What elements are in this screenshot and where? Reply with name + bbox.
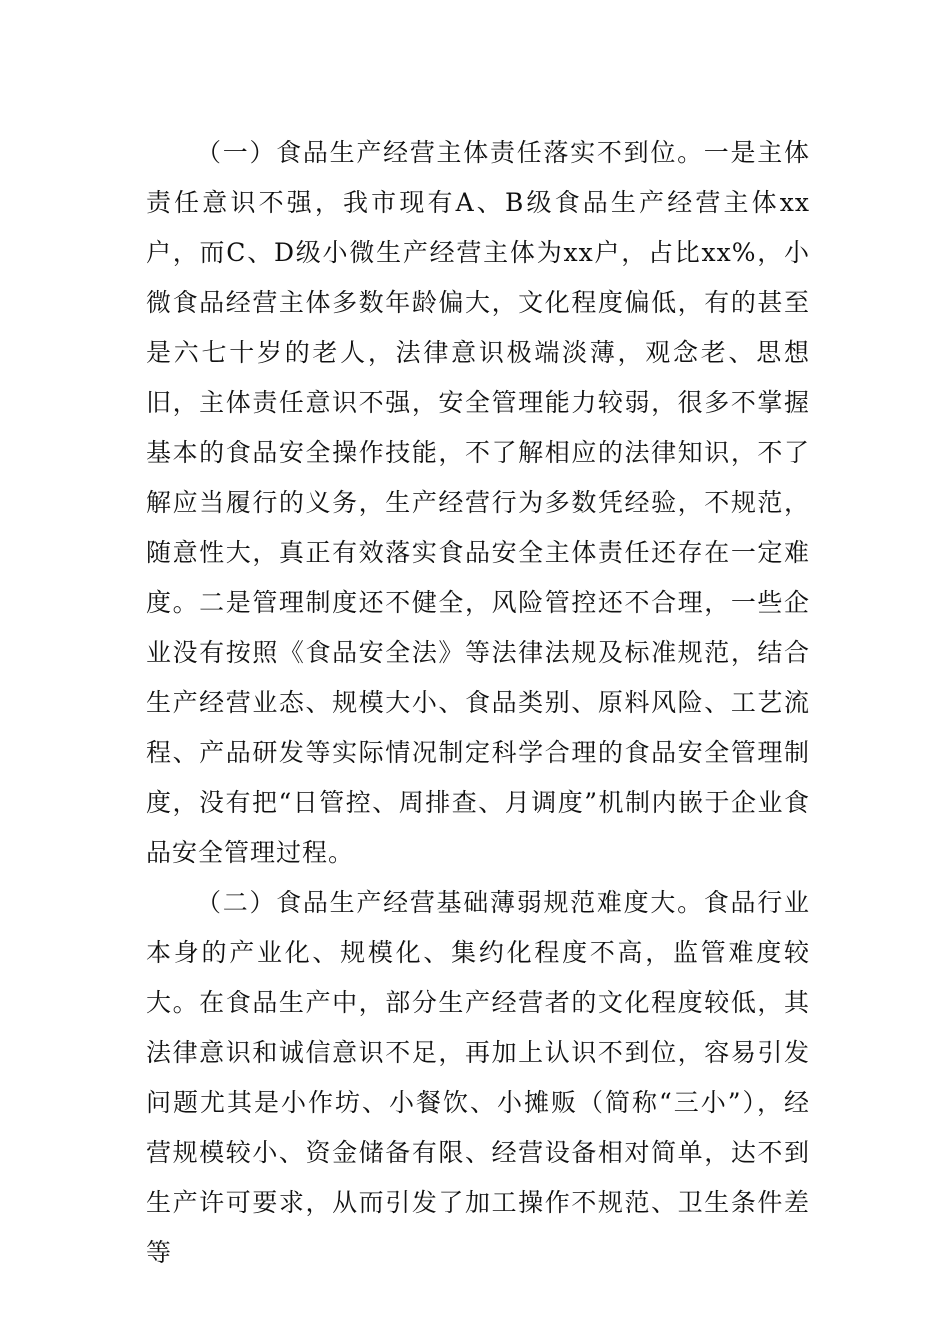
paragraph-section-1: （一）食品生产经营主体责任落实不到位。一是主体责任意识不强，我市现有A、B级食品生产经营主体xx户，而C、D级小微生产经营主体为xx户，占比xx%，小微食品经营主体多数年龄偏大，文化程度偏低，有的甚至是六七十岁的老人，法律意识极端淡薄，观念老、思想旧，主体责任意识不强，安全管理能力较弱，很多不掌握基本的食品安全操作技能，不了解相应的法律知识，不了解应当履行的义务，生产经营行为多数凭经验，不规范，随意性大，真正有效落实食品安全主体责任还存在一定难度。二是管理制度还不健全，风险管控还不合理，一些企业没有按照《食品安全法》等法律法规及标准规范，结合生产经营业态、规模大小、食品类别、原料风险、工艺流程、产品研发等实际情况制定科学合理的食品安全管理制度，没有把“日管控、周排查、月调度”机制内嵌于企业食品安全管理过程。	[146, 138, 810, 867]
document-body	[146, 128, 810, 1278]
paragraph-section-2: （二）食品生产经营基础薄弱规范难度大。食品行业本身的产业化、规模化、集约化程度不高，监管难度较大。在食品生产中，部分生产经营者的文化程度较低，其法律意识和诚信意识不足，再加上认识不到位，容易引发问题尤其是小作坊、小餐饮、小摊贩（简称“三小”），经营规模较小、资金储备有限、经营设备相对简单，达不到生产许可要求，从而引发了加工操作不规范、卫生条件差等	[146, 888, 810, 1267]
